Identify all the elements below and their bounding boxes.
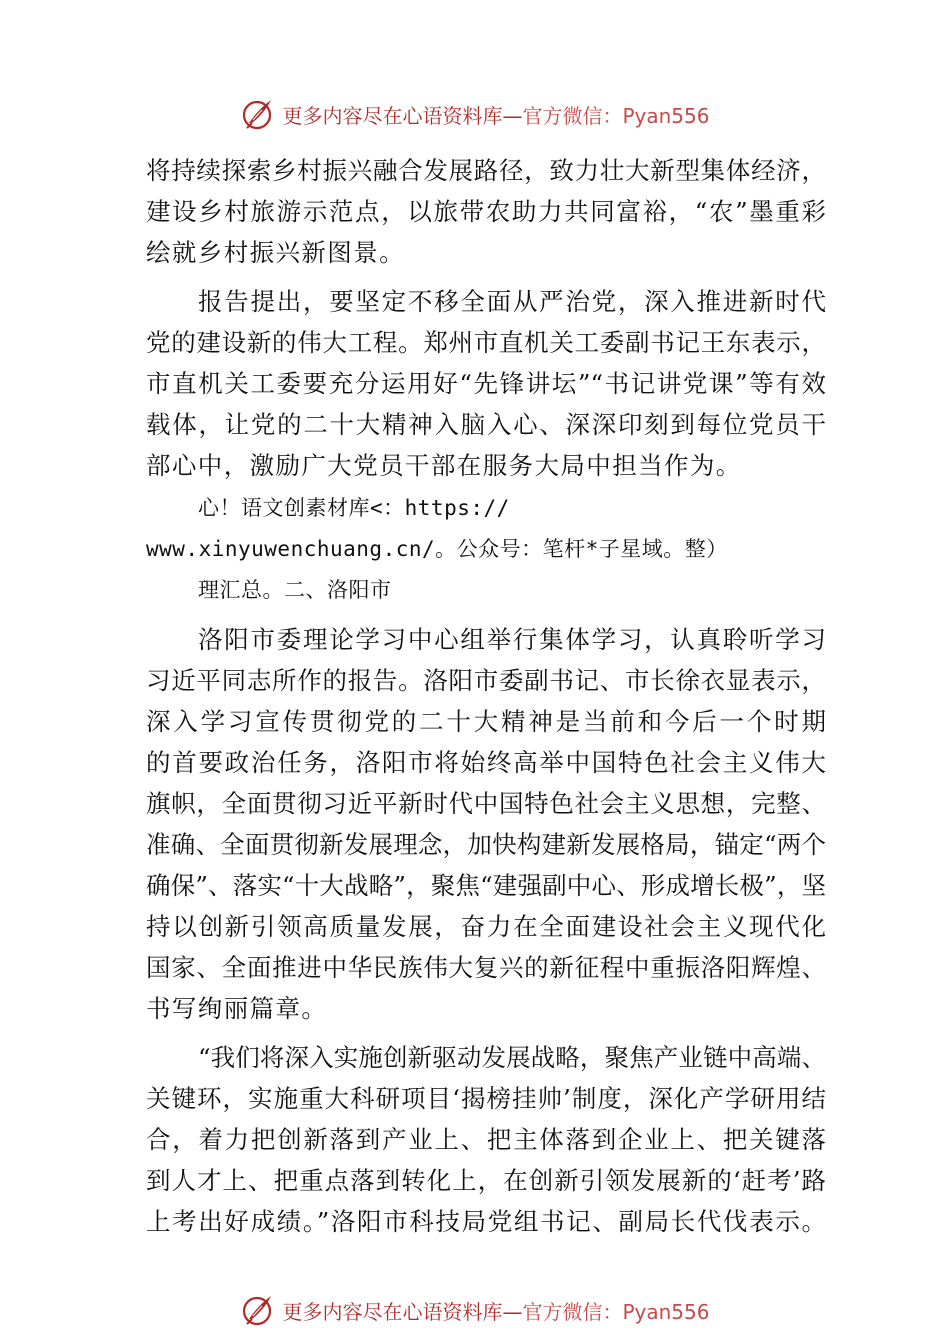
text-line: 准确、全面贯彻新发展理念，加快构建新发展格局，锚定“两个 <box>146 830 826 859</box>
watermark-text: 更多内容尽在心语资料库—官方微信：Pyan556 <box>282 103 710 128</box>
text-line: 将持续探索乡村振兴融合发展路径，致力壮大新型集体经济， <box>146 156 826 185</box>
text-line: 持以创新引领高质量发展，奋力在全面建设社会主义现代化 <box>146 912 826 941</box>
text-line: 关键环，实施重大科研项目‘揭榜挂帅’制度，深化产学研用结 <box>146 1084 826 1113</box>
text-line: 确保”、落实“十大战略”，聚焦“建强副中心、形成增长极”，坚 <box>146 871 826 900</box>
paragraph <box>146 150 826 273</box>
quill-pen-logo-icon <box>240 96 276 132</box>
text-line: 国家、全面推进中华民族伟大复兴的新征程中重振洛阳辉煌、 <box>146 953 826 982</box>
text-line: 建设乡村旅游示范点，以旅带农助力共同富裕，“农”墨重彩 <box>146 197 826 226</box>
text-line: 报告提出，要坚定不移全面从严治党，深入推进新时代 <box>198 287 826 316</box>
text-line: 到人才上、把重点落到转化上，在创新引领发展新的‘赶考’路 <box>146 1166 826 1195</box>
section-heading: 理汇总。二、洛阳市 <box>198 578 392 602</box>
text-line: “我们将深入实施创新驱动发展战略，聚焦产业链中高端、 <box>198 1043 826 1072</box>
text-line: 洛阳市委理论学习中心组举行集体学习，认真聆听学习 <box>198 625 826 654</box>
text-line: 深入学习宣传贯彻党的二十大精神是当前和今后一个时期 <box>146 707 826 736</box>
source-url-line: www.xinyuwenchuang.cn/。公众号：笔杆*子星域。整） <box>146 537 728 561</box>
watermark-banner-bottom <box>0 1290 950 1330</box>
quill-pen-logo-icon <box>240 1292 276 1328</box>
source-note <box>146 488 826 611</box>
text-line: 习近平同志所作的报告。洛阳市委副书记、市长徐衣显表示， <box>146 666 826 695</box>
text-line: 部心中，激励广大党员干部在服务大局中担当作为。 <box>146 451 742 480</box>
text-line: 党的建设新的伟大工程。郑州市直机关工委副书记王东表示， <box>146 328 826 357</box>
text-line: 载体，让党的二十大精神入脑入心、深深印刻到每位党员干 <box>146 410 826 439</box>
text-line: 市直机关工委要充分运用好“先锋讲坛”“书记讲党课”等有效 <box>146 369 826 398</box>
paragraph <box>146 281 826 486</box>
watermark-banner-top <box>0 94 950 134</box>
watermark-text: 更多内容尽在心语资料库—官方微信：Pyan556 <box>282 1299 710 1324</box>
text-line: 上考出好成绩。”洛阳市科技局党组书记、副局长代伐表示。 <box>146 1207 826 1236</box>
paragraph <box>146 1037 826 1242</box>
text-line: 书写绚丽篇章。 <box>146 994 328 1023</box>
document-body <box>146 150 826 1242</box>
paragraph <box>146 619 826 1029</box>
text-line: 合，着力把创新落到产业上、把主体落到企业上、把关键落 <box>146 1125 826 1154</box>
text-line: 的首要政治任务，洛阳市将始终高举中国特色社会主义伟大 <box>146 748 826 777</box>
text-line: 绘就乡村振兴新图景。 <box>146 238 405 267</box>
text-line: 心！语文创素材库<：https:// <box>198 496 510 520</box>
text-line: 旗帜，全面贯彻习近平新时代中国特色社会主义思想，完整、 <box>146 789 826 818</box>
